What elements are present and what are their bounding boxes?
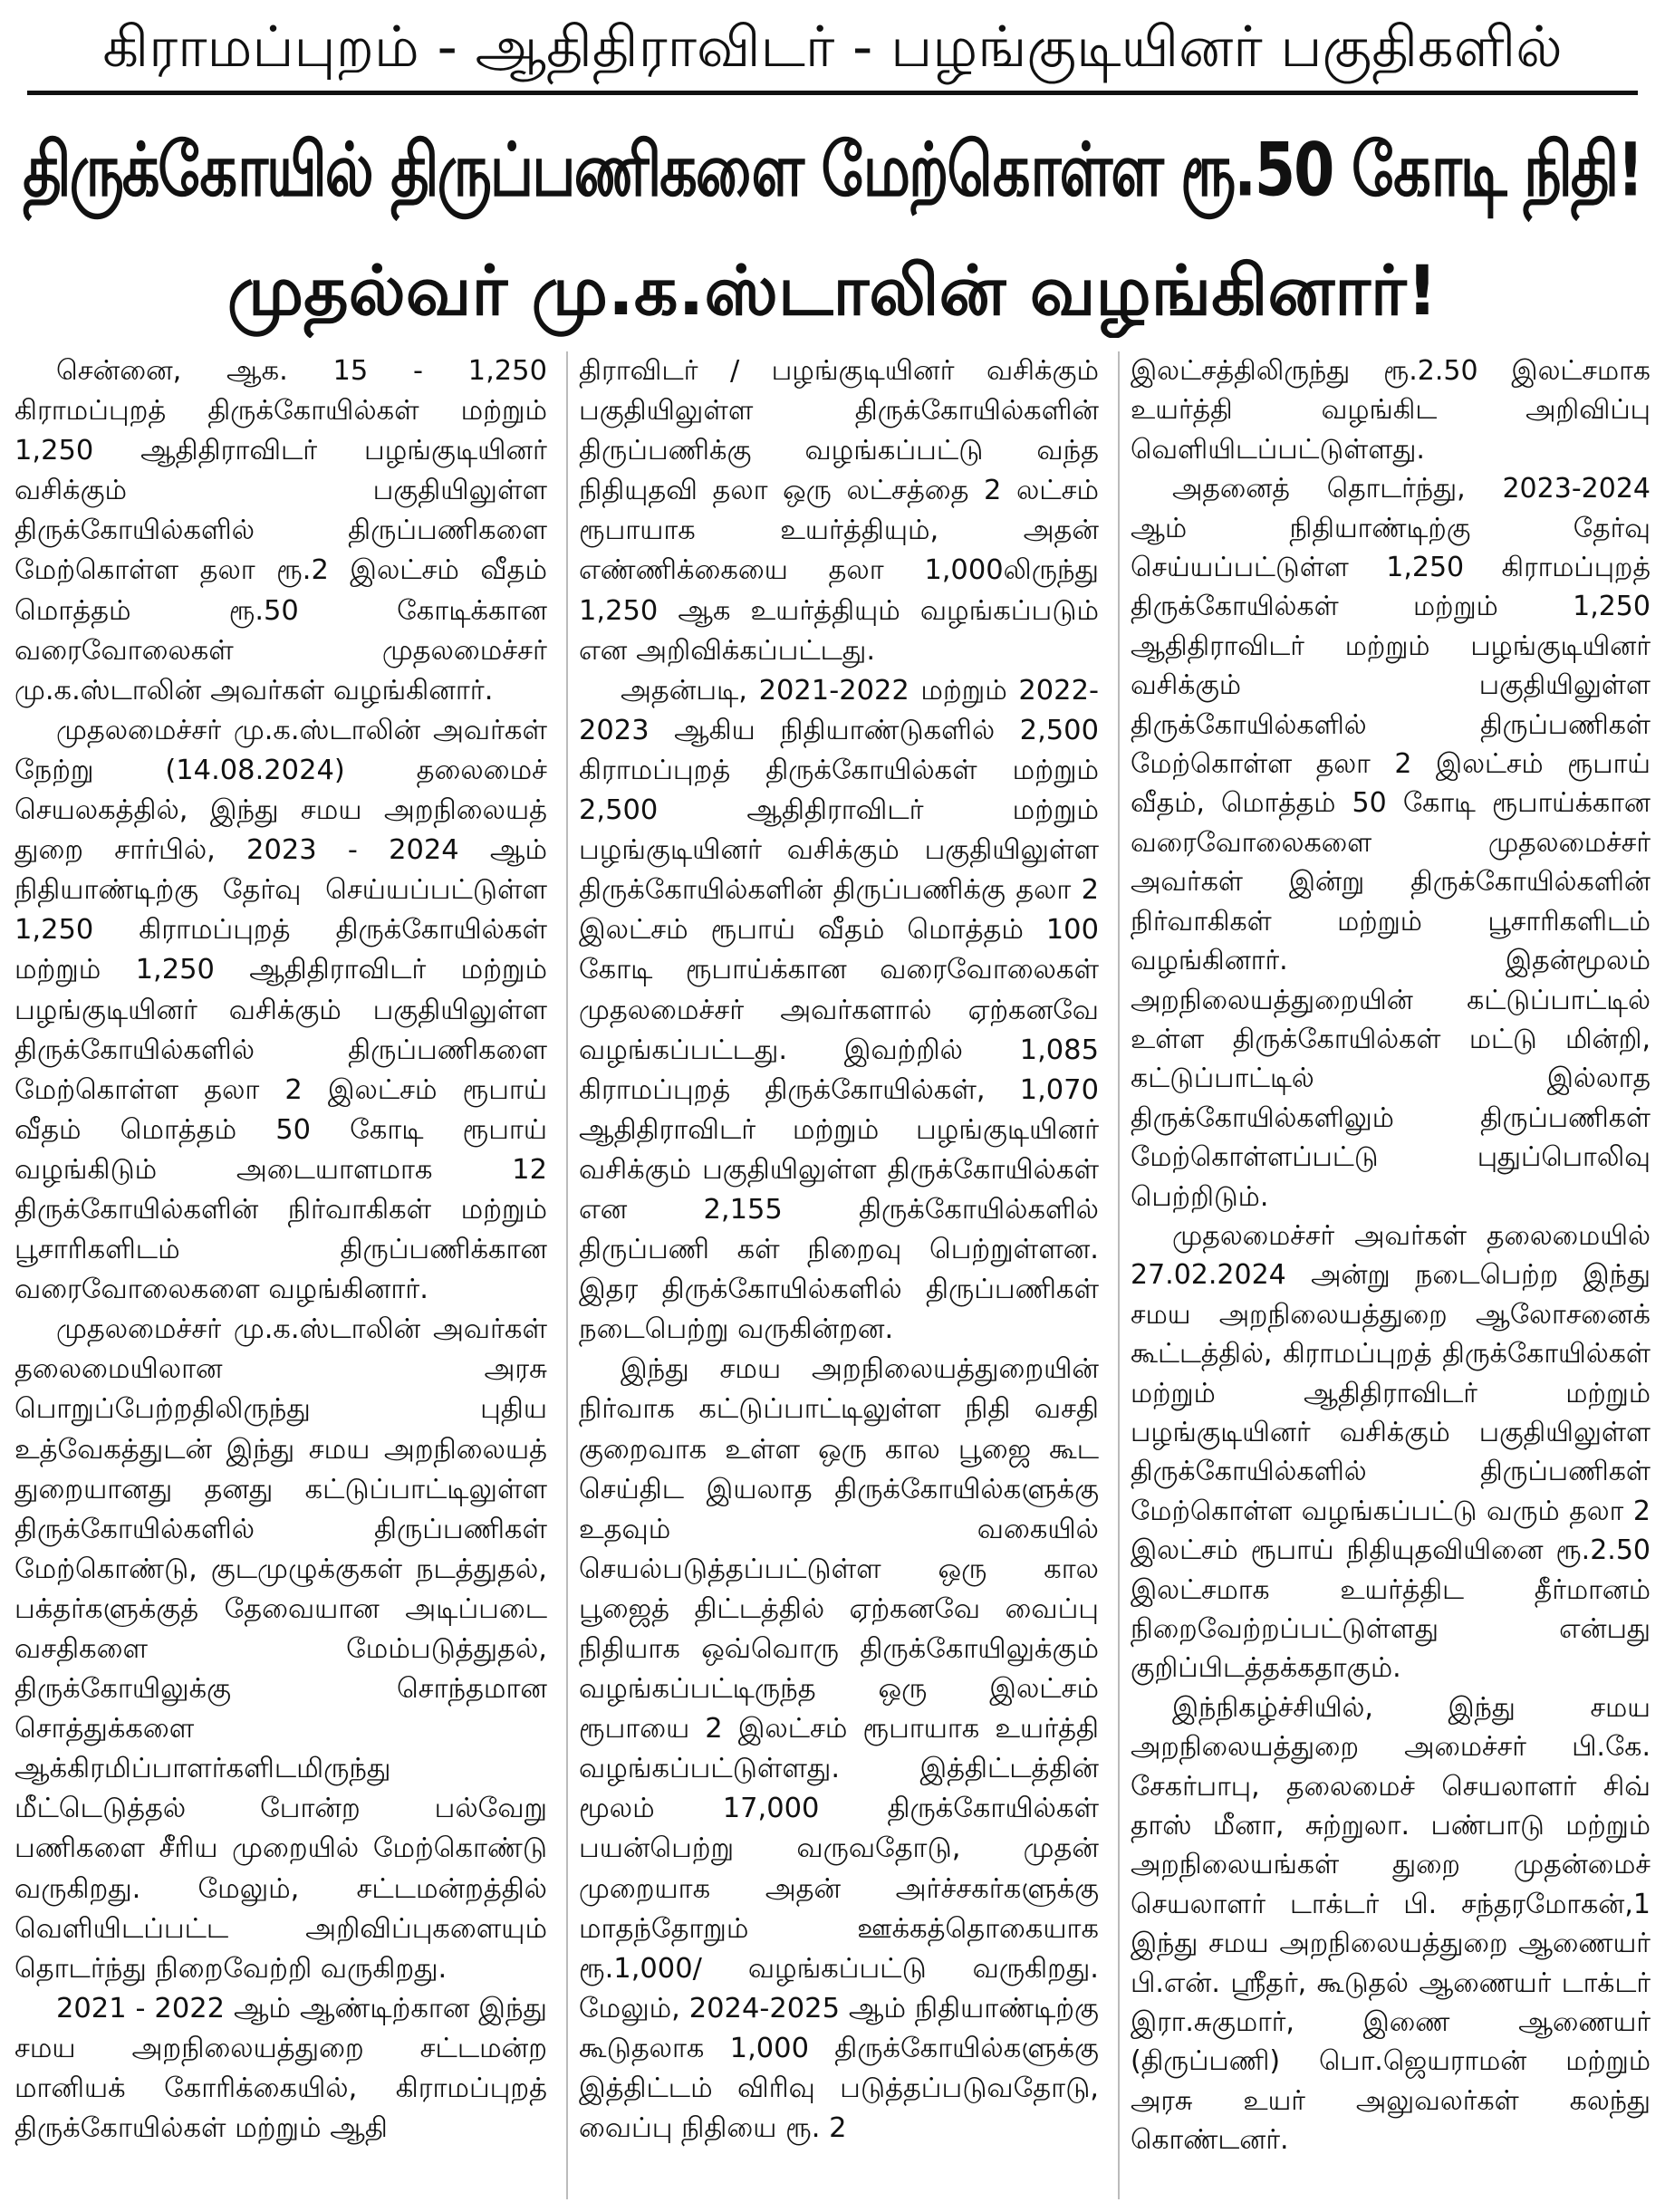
paragraph: முதலமைச்சர் அவர்கள் தலைமையில் 27.02.2024 அன்று நடைபெற்ற இந்து சமய அறநிலையத்துறை ஆலோசனைக் கூட்டத்தில், கிராமப்புறத் திருக்கோயில்கள் மற்றும் ஆதிதிராவிடர் மற்றும் பழங்குடியினர் வசிக்கும் பகுதியிலுள்ள திருக்கோயில்களில் திருப்பணிகள் மேற்கொள்ள வழங்கப்பட்டு வரும் தலா 2 இலட்சம் ரூபாய் நிதியுதவியினை ரூ.2.50 இலட்சமாக உயர்த்திட தீர்மானம் நிறைவேற்றப்பட்டுள்ளது என்பது குறிப்பிடத்தக்கதாகும். <box>1131 1219 1651 1685</box>
paragraph: இந்நிகழ்ச்சியில், இந்து சமய அறநிலையத்துறை அமைச்சர் பி.கே. சேகர்பாபு, தலைமைச் செயலாளர் சிவ் தாஸ் மீனா, சுற்றுலா. பண்பாடு மற்றும் அறநிலையங்கள் துறை முதன்மைச் செயலாளர் டாக்டர் பி. சந்தரமோகன்,1 இந்து சமய அறநிலையத்துறை ஆணையர் பி.என். ஸ்ரீதர், கூடுதல் ஆணையர் டாக்டர் இரா.சுகுமார், இணை ஆணையர் (திருப்பணி) பொ.ஜெயராமன் மற்றும் அரசு உயர் அலுவலர்கள் கலந்து கொண்டனர். <box>1131 1691 1651 2157</box>
article-headline: திருக்கோயில் திருப்பணிகளை மேற்கொள்ள ரூ.50 கோடி நிதி! <box>23 128 1642 214</box>
article-column-1 <box>14 351 547 2199</box>
article-column-3 <box>1118 351 1651 2199</box>
paragraph: இலட்சத்திலிருந்து ரூ.2.50 இலட்சமாக உயர்த்தி வழங்கிட அறிவிப்பு வெளியிடப்பட்டுள்ளது. <box>1131 355 1651 466</box>
paragraph: 2021 - 2022 ஆம் ஆண்டிற்கான இந்து சமய அறநிலையத்துறை சட்டமன்ற மானியக் கோரிக்கையில், கிராமப்புறத் திருக்கோயில்கள் மற்றும் ஆதி <box>14 1992 547 2145</box>
paragraph: சென்னை, ஆக. 15 - 1,250 கிராமப்புறத் திருக்கோயில்கள் மற்றும் 1,250 ஆதிதிராவிடர் பழங்குடியினர் வசிக்கும் பகுதியிலுள்ள திருக்கோயில்களில் திருப்பணிகளை மேற்கொள்ள தலா ரூ.2 இலட்சம் வீதம் மொத்தம் ரூ.50 கோடிக்கான வரைவோலைகள் முதலமைச்சர் மு.க.ஸ்டாலின் அவர்கள் வழங்கினார். <box>14 355 547 707</box>
paragraph: இந்து சமய அறநிலையத்துறையின் நிர்வாக கட்டுப்பாட்டிலுள்ள நிதி வசதி குறைவாக உள்ள ஒரு கால பூஜை கூட செய்திட இயலாத திருக்கோயில்களுக்கு உதவும் வகையில் செயல்படுத்தப்பட்டுள்ள ஒரு கால பூஜைத் திட்டத்தில் ஏற்கனவே வைப்பு நிதியாக ஒவ்வொரு திருக்கோயிலுக்கும் வழங்கப்பட்டிருந்த ஒரு இலட்சம் ரூபாயை 2 இலட்சம் ரூபாயாக உயர்த்தி வழங்கப்பட்டுள்ளது. இத்திட்டத்தின் மூலம் 17,000 திருக்கோயில்கள் பயன்பெற்று வருவதோடு, முதன் முறையாக அதன் அர்ச்சகர்களுக்கு மாதந்தோறும் ஊக்கத்தொகையாக ரூ.1,000/ வழங்கப்பட்டு வருகிறது. மேலும், 2024-2025 ஆம் நிதியாண்டிற்கு கூடுதலாக 1,000 திருக்கோயில்களுக்கு இத்திட்டம் விரிவு படுத்தப்படுவதோடு, வைப்பு நிதியை ரூ. 2 <box>579 1353 1099 2145</box>
paragraph: அதனைத் தொடர்ந்து, 2023-2024 ஆம் நிதியாண்டிற்கு தேர்வு செய்யப்பட்டுள்ள 1,250 கிராமப்புறத் திருக்கோயில்கள் மற்றும் 1,250 ஆதிதிராவிடர் மற்றும் பழங்குடியினர் வசிக்கும் பகுதியிலுள்ள திருக்கோயில்களில் திருப்பணிகள் மேற்கொள்ள தலா 2 இலட்சம் ரூபாய் வீதம், மொத்தம் 50 கோடி ரூபாய்க்கான வரைவோலைகளை முதலமைச்சர் அவர்கள் இன்று திருக்கோயில்களின் நிர்வாகிகள் மற்றும் பூசாரிகளிடம் வழங்கினார். இதன்மூலம் அறநிலையத்துறையின் கட்டுப்பாட்டில் உள்ள திருக்கோயில்கள் மட்டு மின்றி, கட்டுப்பாட்டில் இல்லாத திருக்கோயில்களிலும் திருப்பணிகள் மேற்கொள்ளப்பட்டு புதுப்பொலிவு பெற்றிடும். <box>1131 473 1651 1213</box>
article-kicker: கிராமப்புறம் - ஆதிதிராவிடர் - பழங்குடியினர் பகுதிகளில் <box>27 11 1638 95</box>
paragraph: திராவிடர் / பழங்குடியினர் வசிக்கும் பகுதியிலுள்ள திருக்கோயில்களின் திருப்பணிக்கு வழங்கப்பட்டு வந்த நிதியுதவி தலா ஒரு லட்சத்தை 2 லட்சம் ரூபாயாக உயர்த்தியும், அதன் எண்ணிக்கையை தலா 1,000லிருந்து 1,250 ஆக உயர்த்தியும் வழங்கப்படும் என அறிவிக்கப்பட்டது. <box>579 355 1099 667</box>
paragraph: அதன்படி, 2021-2022 மற்றும் 2022-2023 ஆகிய நிதியாண்டுகளில் 2,500 கிராமப்புறத் திருக்கோயில்கள் மற்றும் 2,500 ஆதிதிராவிடர் மற்றும் பழங்குடியினர் வசிக்கும் பகுதியிலுள்ள திருக்கோயில்களின் திருப்பணிக்கு தலா 2 இலட்சம் ரூபாய் வீதம் மொத்தம் 100 கோடி ரூபாய்க்கான வரைவோலைகள் முதலமைச்சர் அவர்களால் ஏற்கனவே வழங்கப்பட்டது. இவற்றில் 1,085 கிராமப்புறத் திருக்கோயில்கள், 1,070 ஆதிதிராவிடர் மற்றும் பழங்குடியினர் வசிக்கும் பகுதியிலுள்ள திருக்கோயில்கள் என 2,155 திருக்கோயில்களில் திருப்பணி கள் நிறைவு பெற்றுள்ளன. இதர திருக்கோயில்களில் திருப்பணிகள் நடைபெற்று வருகின்றன. <box>579 674 1099 1346</box>
article-body <box>14 351 1651 2199</box>
paragraph: முதலமைச்சர் மு.க.ஸ்டாலின் அவர்கள் தலைமையிலான அரசு பொறுப்பேற்றதிலிருந்து புதிய உத்வேகத்துடன் இந்து சமய அறநிலையத் துறையானது தனது கட்டுப்பாட்டிலுள்ள திருக்கோயில்களில் திருப்பணிகள் மேற்கொண்டு, குடமுழுக்குகள் நடத்துதல், பக்தர்களுக்குத் தேவையான அடிப்படை வசதிகளை மேம்படுத்துதல், திருக்கோயிலுக்கு சொந்தமான சொத்துக்களை ஆக்கிரமிப்பாளர்களிடமிருந்து மீட்டெடுத்தல் போன்ற பல்வேறு பணிகளை சீரிய முறையில் மேற்கொண்டு வருகிறது. மேலும், சட்டமன்றத்தில் வெளியிடப்பட்ட அறிவிப்புகளையும் தொடர்ந்து நிறைவேற்றி வருகிறது. <box>14 1313 547 1985</box>
article-subhead: முதல்வர் மு.க.ஸ்டாலின் வழங்கினார்! <box>226 250 1439 331</box>
article-column-2 <box>566 351 1099 2199</box>
paragraph: முதலமைச்சர் மு.க.ஸ்டாலின் அவர்கள் நேற்று (14.08.2024) தலைமைச் செயலகத்தில், இந்து சமய அறநிலையத் துறை சார்பில், 2023 - 2024 ஆம் நிதியாண்டிற்கு தேர்வு செய்யப்பட்டுள்ள 1,250 கிராமப்புறத் திருக்கோயில்கள் மற்றும் 1,250 ஆதிதிராவிடர் மற்றும் பழங்குடியினர் வசிக்கும் பகுதியிலுள்ள திருக்கோயில்களில் திருப்பணிகளை மேற்கொள்ள தலா 2 இலட்சம் ரூபாய் வீதம் மொத்தம் 50 கோடி ரூபாய் வழங்கிடும் அடையாளமாக 12 திருக்கோயில்களின் நிர்வாகிகள் மற்றும் பூசாரிகளிடம் திருப்பணிக்கான வரைவோலைகளை வழங்கினார். <box>14 714 547 1306</box>
